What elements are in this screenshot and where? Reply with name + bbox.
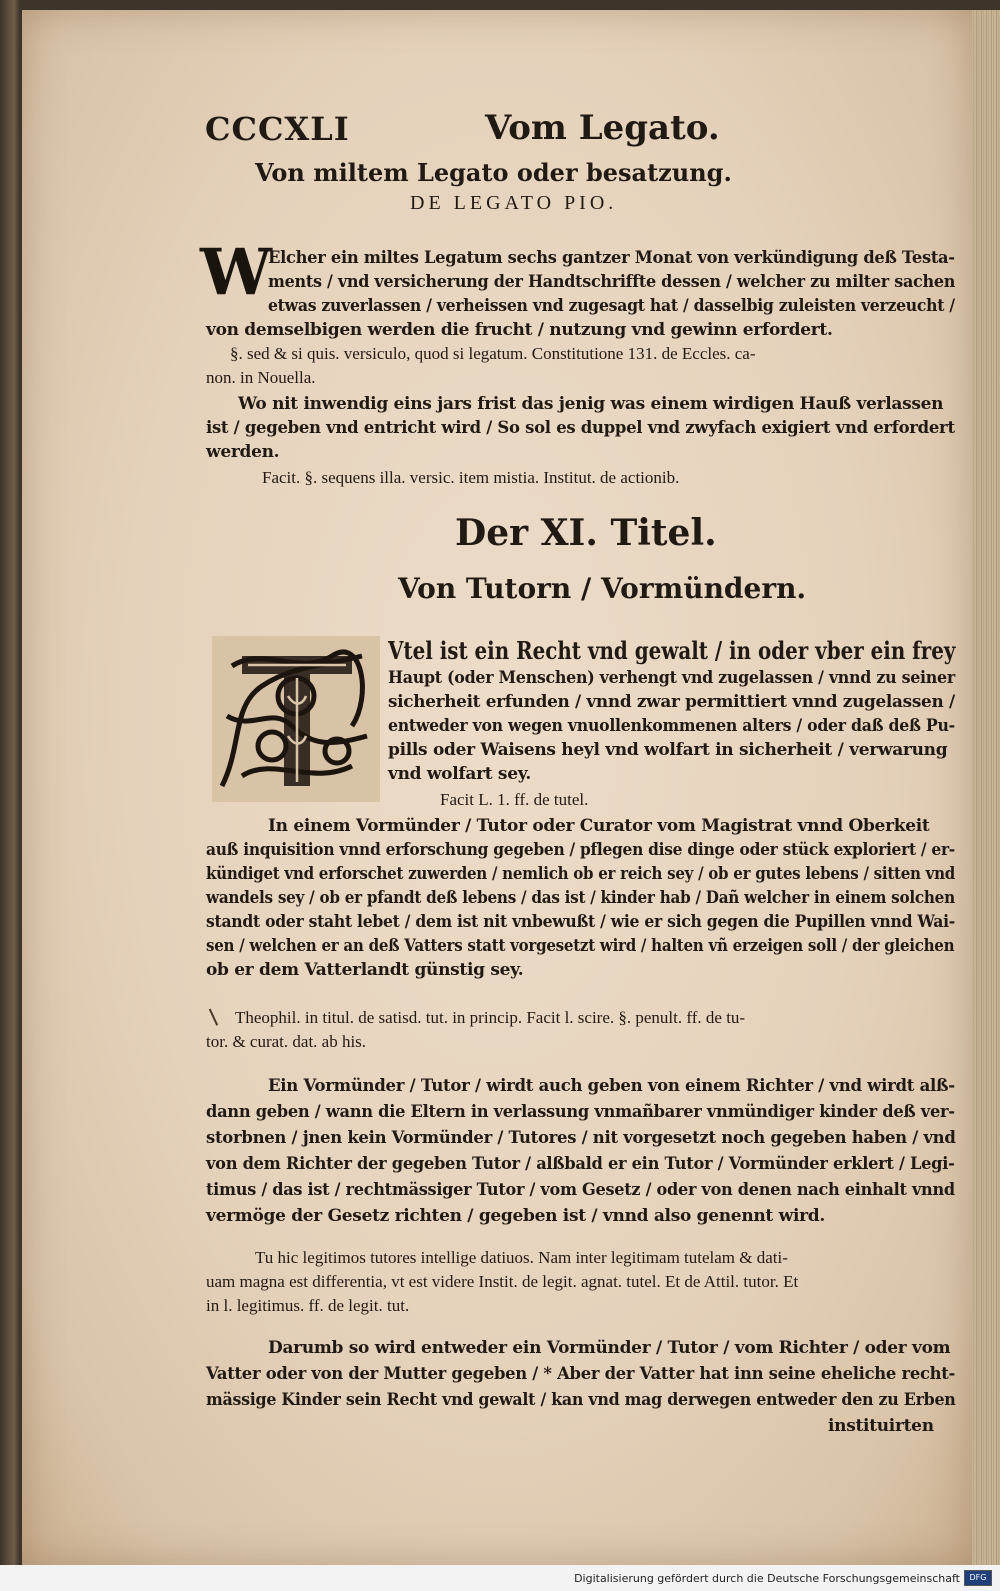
text-line: Elcher ein miltes Legatum sechs gantzer Monat von verkündigung deß Testa-: [268, 248, 955, 268]
text-line: auß inquisition vnnd erforschung gegeben / pflegen dise dinge oder stück exploriert / er-: [206, 840, 955, 860]
text-line: dann geben / wann die Eltern in verlassung vnmañbarer vnmündiger kinder deß ver-: [206, 1102, 955, 1122]
book-page: [22, 10, 972, 1565]
text-line: entweder von wegen vnuollenkommenen alters / oder daß deß Pu-: [388, 716, 955, 736]
ornamental-initial-t-icon: [212, 636, 380, 802]
citation-line: tor. & curat. dat. ab his.: [206, 1032, 367, 1051]
chapter-subtitle: Von Tutorn / Vormündern.: [398, 572, 807, 605]
text-line: mässige Kinder sein Recht vnd gewalt / kan vnd mag derwegen entweder den zu Erben: [206, 1390, 956, 1410]
citation-line: Facit. §. sequens illa. versic. item mistia. Institut. de actionib.: [262, 468, 680, 487]
section-subtitle: Von miltem Legato oder besatzung.: [255, 158, 732, 187]
citation-line: non. in Nouella.: [206, 368, 316, 387]
citation-line: Theophil. in titul. de satisd. tut. in princip. Facit l. scire. §. penult. ff. de tu-: [235, 1008, 746, 1027]
citation-line: in l. legitimus. ff. de legit. tut.: [206, 1296, 410, 1315]
text-line: In einem Vormünder / Tutor oder Curator vom Magistrat vnnd Oberkeit: [268, 816, 930, 836]
catchword: instituirten: [828, 1416, 934, 1436]
text-line: Vtel ist ein Recht vnd gewalt / in oder vber ein frey: [388, 636, 956, 665]
text-line: wandels sey / ob er pfandt deß lebens / das ist / kinder hab / Dañ welcher in einem solchen: [206, 888, 955, 908]
footer-credit: Digitalisierung gefördert durch die Deutsche Forschungsgemeinschaft: [574, 1572, 960, 1585]
text-line: Vatter oder von der Mutter gegeben / * Aber der Vatter hat inn seine eheliche recht-: [206, 1364, 956, 1384]
citation-line: Facit L. 1. ff. de tutel.: [440, 790, 589, 809]
text-line: vermöge der Gesetz richten / gegeben ist / vnnd also genennt wird.: [206, 1206, 825, 1226]
citation-line: Tu hic legitimos tutores intellige datiuos. Nam inter legitimam tutelam & dati-: [255, 1248, 788, 1267]
text-line: ments / vnd versicherung der Handtschriffte dessen / welcher zu milter sachen: [268, 272, 956, 292]
text-line: timus / das ist / rechtmässiger Tutor / vom Gesetz / oder von denen nach einhalt vnnd: [206, 1180, 955, 1200]
chapter-title: Der XI. Titel.: [455, 512, 717, 554]
text-line: ist / gegeben vnd entricht wird / So sol es duppel vnd zwyfach exigiert vnd erfordert: [206, 418, 955, 438]
text-line: vnd wolfart sey.: [388, 764, 531, 784]
citation-line: §. sed & si quis. versiculo, quod si legatum. Constitutione 131. de Eccles. ca-: [230, 344, 756, 363]
text-line: Wo nit inwendig eins jars frist das jenig was einem wirdigen Hauß verlassen: [238, 394, 944, 414]
text-line: Ein Vormünder / Tutor / wirdt auch geben von einem Richter / vnd wirdt alß-: [268, 1076, 955, 1096]
text-line: pills oder Waisens heyl vnd wolfart in sicherheit / verwarung: [388, 740, 948, 760]
running-title: Vom Legato.: [485, 108, 720, 148]
text-line: ob er dem Vatterlandt günstig sey.: [206, 960, 524, 980]
dropcap-letter: W: [200, 235, 272, 310]
page-edges: [972, 10, 1000, 1565]
text-line: Haupt (oder Menschen) verhengt vnd zugelassen / vnnd zu seiner: [388, 668, 955, 688]
text-line: kündiget vnd erforschet zuwerden / nemlich ob er reich sey / ob er gutes lebens / sitten vnd: [206, 864, 956, 884]
text-line: Darumb so wird entweder ein Vormünder / Tutor / vom Richter / oder vom: [268, 1338, 951, 1358]
text-line: standt oder staht lebet / dem ist nit vnbewußt / wie er sich gegen die Pupillen vnnd Wai-: [206, 912, 955, 932]
dfg-logo-icon: DFG: [964, 1570, 992, 1586]
latin-title: DE LEGATO PIO.: [410, 192, 618, 214]
text-line: werden.: [206, 442, 280, 462]
text-line: sen / welchen er an deß Vatters statt vorgesetzt wird / halten vñ erzeigen soll / der gleichen: [206, 936, 955, 956]
text-line: storbnen / jnen kein Vormünder / Tutores / nit vorgesetzt noch gegeben haben / vnd: [206, 1128, 956, 1148]
text-line: etwas zuverlassen / verheissen vnd zugesagt hat / dasselbig zuleisten verzeucht /: [268, 296, 955, 316]
text-line: sicherheit erfunden / vnnd zwar permittiert vnnd zugelassen /: [388, 692, 955, 712]
text-line: von demselbigen werden die frucht / nutzung vnd gewinn erfordert.: [206, 320, 833, 340]
folio-number: CCCXLI: [205, 110, 350, 148]
citation-line: uam magna est differentia, vt est videre Instit. de legit. agnat. tutel. Et de Attil. tutor. Et: [206, 1272, 799, 1291]
text-line: von dem Richter der gegeben Tutor / alßbald er ein Tutor / Vormünder erklert / Legi-: [206, 1154, 955, 1174]
